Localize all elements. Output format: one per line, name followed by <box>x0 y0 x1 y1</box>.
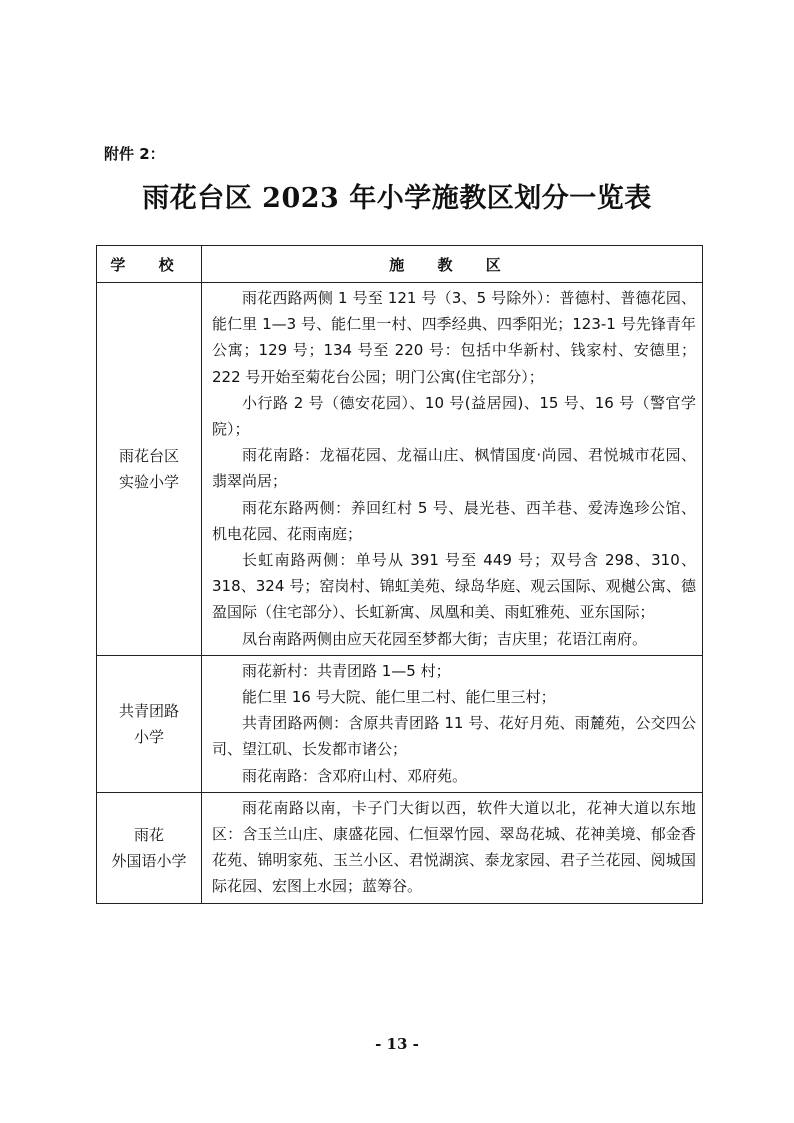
table-row <box>97 655 703 792</box>
school-name-line: 雨花台区 <box>118 446 179 465</box>
table-header-row <box>97 246 703 283</box>
school-name-line: 外国语小学 <box>111 851 187 870</box>
page-number: - 13 - <box>375 1035 419 1053</box>
area-paragraph: 雨花西路两侧 1 号至 121 号（3、5 号除外）：普德村、普德花园、能仁里 1—3 号、能仁里一村、四季经典、四季阳光；123-1 号先锋青年公寓；129 号；134 号至 220 号：包括中华新村、钱家村、安德里；222 号开始至菊花台公园；明门公寓(住宅部分）； <box>212 289 696 386</box>
area-paragraph: 长虹南路两侧：单号从 391 号至 449 号；双号含 298、310、318、324 号；窑岗村、锦虹美苑、绿岛华庭、观云国际、观樾公寓、德盈国际（住宅部分）、长虹新寓、凤凰和美、雨虹雅苑、亚东国际； <box>212 551 696 622</box>
page-title: 雨花台区 2023 年小学施教区划分一览表 <box>142 183 652 214</box>
area-paragraph: 雨花新村：共青团路 1—5 村； <box>242 661 451 680</box>
header-school: 学 校 <box>97 246 202 283</box>
area-cell <box>202 655 703 792</box>
area-paragraph: 能仁里 16 号大院、能仁里二村、能仁里三村； <box>242 688 556 707</box>
area-paragraph: 雨花南路：龙福花园、龙福山庄、枫情国度·尚园、君悦城市花园、翡翠尚居； <box>212 446 696 491</box>
school-name-cell <box>97 655 202 792</box>
table-row <box>97 792 703 903</box>
school-name-line: 实验小学 <box>118 472 179 491</box>
area-cell <box>202 792 703 903</box>
school-name-line: 小学 <box>133 727 164 746</box>
area-paragraph: 小行路 2 号（德安花园）、10 号(益居园)、15 号、16 号（警官学院）； <box>212 393 696 439</box>
area-paragraph: 共青团路两侧：含原共青团路 11 号、花好月苑、雨麓苑，公交四公司、望江矶、长发都市诸公； <box>212 714 696 759</box>
area-paragraph: 雨花南路以南，卡子门大街以西，软件大道以北，花神大道以东地区：含玉兰山庄、康盛花园、仁恒翠竹园、翠岛花城、花神美境、郁金香花苑、锦明家苑、玉兰小区、君悦湖滨、泰龙家园、君子兰花园、阅城国际花园、宏图上水园；蓝筹谷。 <box>212 798 696 896</box>
table-row <box>97 283 703 656</box>
school-name-line: 雨花 <box>133 825 164 844</box>
area-paragraph: 雨花东路两侧：养回红村 5 号、晨光巷、西羊巷、爱涛逸珍公馆、机电花园、花雨南庭； <box>212 498 696 543</box>
header-area: 施 教 区 <box>202 246 703 283</box>
area-paragraph: 雨花南路：含邓府山村、邓府苑。 <box>242 766 468 785</box>
attachment-label: 附件 2： <box>104 145 165 163</box>
school-name-cell <box>97 792 202 903</box>
area-paragraph: 凤台南路两侧由应天花园至梦都大街；吉庆里；花语江南府。 <box>242 629 648 648</box>
area-cell <box>202 283 703 656</box>
school-name-line: 共青团路 <box>118 701 179 720</box>
school-district-table <box>96 245 703 904</box>
school-name-cell <box>97 283 202 656</box>
